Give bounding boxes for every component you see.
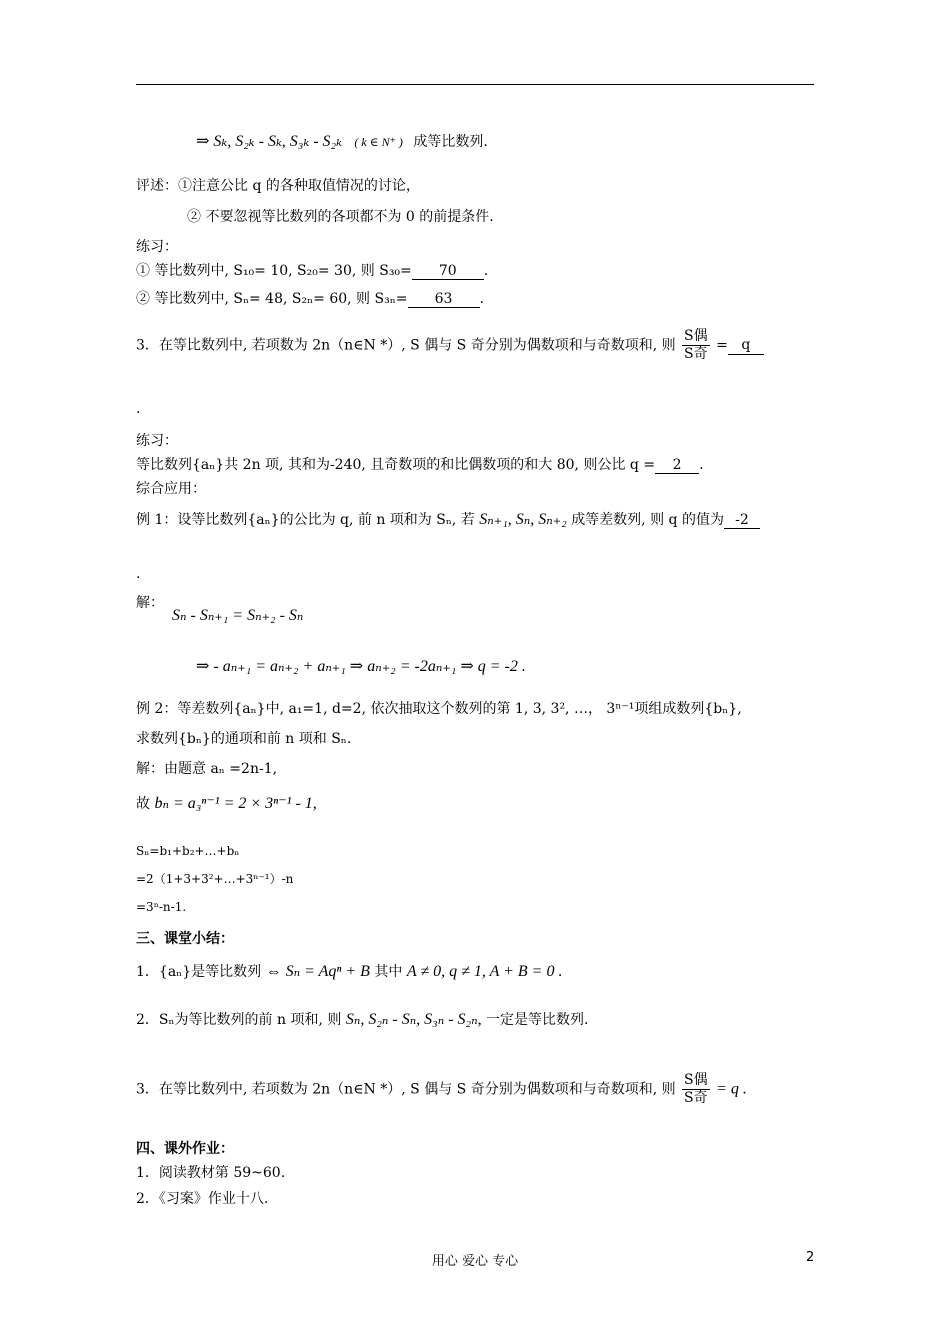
denominator: S奇: [684, 345, 708, 362]
header-rule: [136, 84, 814, 85]
numerator: S偶: [684, 328, 708, 344]
text: 成等差数列, 则 q 的值为: [571, 512, 724, 528]
text: 3．在等比数列中, 若项数为 2n（n∈N *）, S 偶与 S 奇分别为偶数项和与奇数项和, 则: [136, 337, 676, 354]
example-2-l6: =2（1+3+3²+…+3ⁿ⁻¹）-n: [136, 872, 294, 886]
summary-3: [136, 1072, 747, 1107]
math-expr: Sₙ₊₁, Sₙ, Sₙ₊₂: [479, 511, 567, 528]
page-number: 2: [806, 1250, 815, 1265]
dot: .: [136, 401, 141, 417]
text: 成等比数列.: [413, 134, 488, 150]
text: 2．Sₙ为等比数列的前 n 项和, 则: [136, 1012, 342, 1028]
section-3-title: 三、课堂小结：: [136, 931, 234, 947]
exercise-3: [136, 456, 704, 474]
math-cond: ( k ∈ N⁺ ): [354, 135, 403, 149]
exercise-2: [136, 290, 484, 308]
example-2-l4: [136, 794, 317, 815]
denominator: S奇: [684, 1089, 708, 1106]
text: .: [699, 457, 704, 473]
text: .: [483, 263, 489, 279]
example-1: [136, 510, 760, 531]
summary-1: [136, 962, 562, 983]
example-2-l1: 例 2：等差数列{aₙ}中, a₁=1, d=2, 依次抽取这个数列的第 1, 3, 3², …， 3ⁿ⁻¹项组成数列{bₙ},: [136, 701, 742, 717]
exercise-heading: 练习：: [136, 239, 178, 255]
exercise-heading-2: 练习：: [136, 433, 178, 449]
answer-blank: 70: [412, 264, 484, 280]
summary-2: [136, 1010, 589, 1031]
math-expr: ⇔ Sₙ = Aqⁿ + B: [265, 963, 370, 980]
line-subsequence: [196, 132, 488, 153]
solution-eq2: ⇒ - aₙ₊₁ = aₙ₊₂ + aₙ₊₁ ⇒ aₙ₊₂ = -2aₙ₊₁ ⇒ q = -2 .: [196, 658, 526, 675]
text: 3．在等比数列中, 若项数为 2n（n∈N *）, S 偶与 S 奇分别为偶数项和与奇数项和, 则: [136, 1081, 676, 1098]
item-3: [136, 328, 764, 363]
numerator: S偶: [684, 1072, 708, 1088]
fraction: [682, 328, 710, 363]
math-expr: Sₙ, S₂ₙ - Sₙ, S₃ₙ - S₂ₙ,: [345, 1011, 482, 1028]
section-4-title: 四、课外作业：: [136, 1141, 234, 1157]
text: 1．{aₙ}是等比数列: [136, 964, 262, 980]
math-expr: bₙ = a₃ⁿ⁻¹ = 2 × 3ⁿ⁻¹ - 1,: [154, 795, 317, 812]
answer-blank: 2: [655, 458, 699, 474]
answer-blank: -2: [724, 513, 760, 529]
math-expr: ⇒ Sₖ, S₂ₖ - Sₖ, S₃ₖ - S₂ₖ: [196, 133, 342, 150]
text: 一定是等比数列.: [486, 1012, 589, 1028]
exercise-1: [136, 262, 488, 280]
review-2: ② 不要忽视等比数列的各项都不为 0 的前提条件.: [187, 209, 494, 225]
equals: =: [716, 337, 728, 354]
homework-2: 2．《习案》作业十八.: [136, 1191, 269, 1207]
text: ② 等比数列中, Sₙ= 48, S₂ₙ= 60, 则 S₃ₙ=: [136, 291, 408, 307]
answer-blank: q: [728, 338, 764, 354]
example-2-l5: Sₙ=b₁+b₂+…+bₙ: [136, 844, 240, 858]
text: 故: [136, 796, 150, 812]
homework-1: 1．阅读教材第 59~60.: [136, 1165, 286, 1181]
solution-label: 解：: [136, 595, 164, 611]
text: 其中: [374, 964, 403, 980]
text: 例 1：设等比数列{aₙ}的公比为 q, 前 n 项和为 Sₙ, 若: [136, 512, 475, 528]
review-1: 评述：①注意公比 q 的各种取值情况的讨论，: [136, 178, 420, 194]
solution-eq1: Sₙ - Sₙ₊₁ = Sₙ₊₂ - Sₙ: [172, 607, 304, 624]
example-2-l3: 解：由题意 aₙ =2n-1,: [136, 761, 278, 777]
example-2-l2: 求数列{bₙ}的通项和前 n 项和 Sₙ.: [136, 731, 352, 747]
text: .: [479, 291, 484, 307]
comprehensive: 综合应用：: [136, 481, 206, 497]
example-2-l7: =3ⁿ-n-1.: [136, 900, 187, 914]
math-expr: A ≠ 0, q ≠ 1, A + B = 0 .: [406, 963, 563, 980]
dot: .: [136, 566, 141, 582]
answer-blank: 63: [408, 292, 480, 308]
math-expr: = q .: [716, 1080, 747, 1098]
fraction: [682, 1072, 710, 1107]
text: 等比数列{aₙ}共 2n 项, 其和为-240, 且奇数项的和比偶数项的和大 80, 则公比 q =: [136, 457, 656, 473]
footer-text: 用心 爱心 专心: [431, 1254, 519, 1269]
text: ① 等比数列中, S₁₀= 10, S₂₀= 30, 则 S₃₀=: [136, 263, 412, 279]
